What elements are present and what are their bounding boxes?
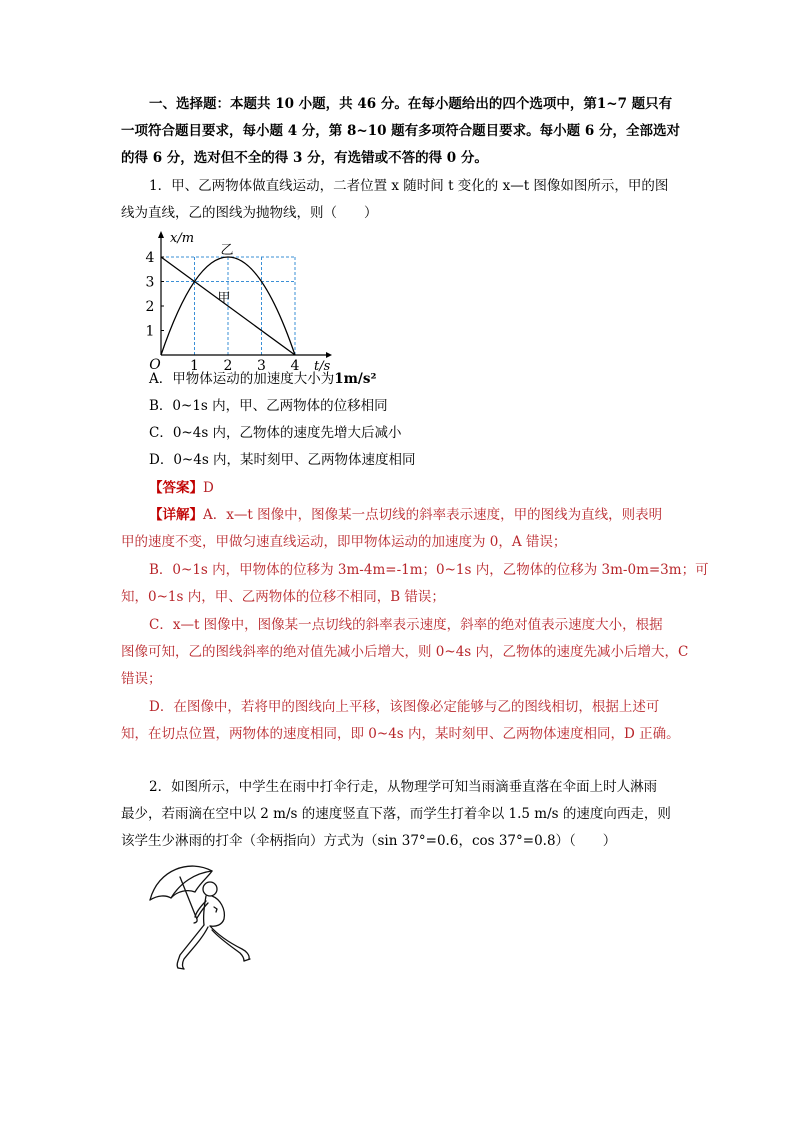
q1-explain-b-line-1: B．0~1s 内，甲物体的位移为 3m-4m=-1m；0~1s 内，乙物体的位移为 3m-0m=3m；可	[149, 562, 709, 578]
q1-explain-b-line-2: 知，0~1s 内，甲、乙两物体的位移不相同，B 错误；	[121, 589, 445, 605]
q1-explain-c-line-2: 图像可知，乙的图线斜率的绝对值先减小后增大，则 0~4s 内，乙物体的速度先减小后增大，C	[121, 644, 689, 660]
y-tick-label-3: 3	[145, 274, 155, 291]
q1-option-a-value: 1m/s²	[334, 371, 377, 387]
q2-stem-line-3: 该学生少淋雨的打伞（伞柄指向）方式为（sin 37°=0.6，cos 37°=0.8）（ ）	[121, 833, 617, 849]
q1-explain-a-line-2: 甲的速度不变，甲做匀速直线运动，即甲物体运动的加速度为 0，A 错误；	[121, 534, 567, 550]
series-yi-label: 乙	[220, 243, 234, 258]
answer-value: D	[203, 480, 214, 496]
answer-label: 【答案】	[149, 480, 203, 496]
umbrella-canopy	[150, 866, 212, 900]
q1-explain-c-line-1: C．x—t 图像中，图像某一点切线的斜率表示速度，斜率的绝对值表示速度大小，根据	[149, 617, 663, 633]
x-axis-label: t/s	[314, 359, 331, 374]
q1-answer	[149, 478, 214, 498]
xt-graph	[140, 226, 340, 374]
y-axis-arrow	[158, 231, 164, 238]
explain-a-text: A．x—t 图像中，图像某一点切线的斜率表示速度，甲的图线为直线，则表明	[203, 507, 663, 523]
student-umbrella-illustration	[140, 855, 265, 975]
q1-stem-line-1: 1．甲、乙两物体做直线运动，二者位置 x 随时间 t 变化的 x—t 图像如图所示，甲的图	[149, 178, 669, 194]
q1-option-a	[149, 369, 376, 389]
q1-explain-a-line-1	[149, 505, 662, 525]
section-header-line-1: 一、选择题：本题共 10 小题，共 46 分。在每小题给出的四个选项中，第1~7 题只有	[149, 96, 673, 112]
back-leg	[177, 925, 204, 968]
section-header-line-2: 一项符合题目要求，每小题 4 分，第 8~10 题有多项符合题目要求。每小题 6 分，全部选对	[121, 123, 680, 139]
section-header-line-3: 的得 6 分，选对但不全的得 3 分，有选错或不答的得 0 分。	[121, 150, 488, 166]
q2-stem-line-2: 最少，若雨滴在空中以 2 m/s 的速度竖直下落，而学生打着伞以 1.5 m/s 的速度向西走，则	[121, 806, 671, 822]
q1-option-a-text: A．甲物体运动的加速度大小为	[149, 371, 335, 387]
x-tick-label-4: 4	[290, 358, 300, 374]
q1-option-c: C．0~4s 内，乙物体的速度先增大后减小	[149, 425, 402, 441]
q1-option-d: D．0~4s 内，某时刻甲、乙两物体速度相同	[149, 452, 416, 468]
q1-explain-c-line-3: 错误；	[121, 671, 162, 687]
origin-label: O	[149, 357, 161, 373]
umbrella-handle	[180, 877, 196, 917]
x-tick-label-1: 1	[190, 358, 199, 374]
x-tick-label-3: 3	[257, 358, 266, 374]
x-axis-arrow	[326, 352, 332, 358]
explain-label: 【详解】	[149, 507, 203, 523]
q2-stem-line-1: 2．如图所示，中学生在雨中打伞行走，从物理学可知当雨滴垂直落在伞面上时人淋雨	[149, 779, 658, 795]
q1-explain-d-line-1: D．在图像中，若将甲的图线向上平移，该图像必定能够与乙的图线相切，根据上述可	[149, 699, 660, 715]
y-tick-label-2: 2	[145, 299, 155, 315]
q1-explain-d-line-2: 知，在切点位置，两物体的速度相同，即 0~4s 内，某时刻甲、乙两物体速度相同，D 正确。	[121, 726, 680, 742]
front-leg	[210, 926, 249, 959]
head	[203, 882, 217, 896]
x-tick-label-2: 2	[223, 358, 233, 374]
backpack	[210, 896, 224, 926]
y-axis-label: x/m	[170, 231, 195, 246]
q1-option-b: B．0~1s 内，甲、乙两物体的位移相同	[149, 398, 388, 414]
series-jia-label: 甲	[217, 291, 231, 306]
y-tick-label-4: 4	[145, 250, 155, 266]
q1-stem-line-2: 线为直线，乙的图线为抛物线，则（ ）	[121, 205, 378, 221]
y-tick-label-1: 1	[145, 323, 155, 340]
